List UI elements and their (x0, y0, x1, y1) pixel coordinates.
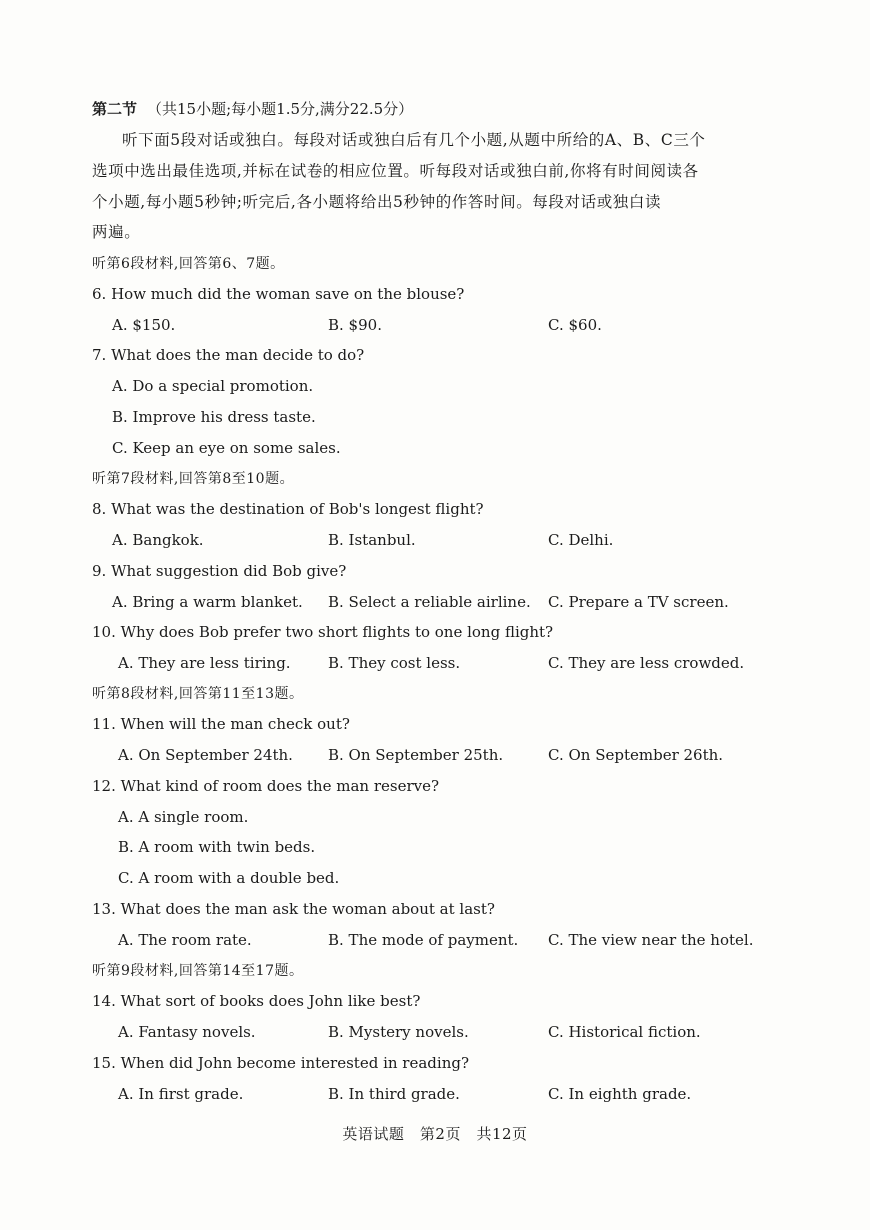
material-heading: 听第8段材料,回答第11至13题。 (92, 686, 304, 702)
option-a: A. Fantasy novels. (118, 1023, 256, 1041)
section-info: （共15小题;每小题1.5分,满分22.5分） (147, 100, 414, 118)
option-c: C. On September 26th. (548, 746, 724, 764)
option-a: A. The room rate. (118, 931, 252, 949)
instruction-line: 两遍。 (92, 223, 141, 241)
option-b: B. In third grade. (328, 1085, 460, 1103)
material-heading: 听第7段材料,回答第8至10题。 (92, 471, 295, 487)
section-title: 第二节 (92, 100, 138, 118)
option-a: A. Do a special promotion. (112, 377, 314, 395)
question-text: 11. When will the man check out? (92, 715, 350, 733)
question-text: 6. How much did the woman save on the blouse? (92, 285, 465, 303)
option-c: C. $60. (548, 316, 602, 334)
option-c: C. Prepare a TV screen. (548, 593, 729, 611)
option-b: B. The mode of payment. (328, 931, 519, 949)
option-a: A. On September 24th. (118, 746, 293, 764)
option-b: B. They cost less. (328, 654, 461, 672)
material-heading: 听第9段材料,回答第14至17题。 (92, 963, 304, 979)
option-c: C. Delhi. (548, 531, 614, 549)
instruction-line: 选项中选出最佳选项,并标在试卷的相应位置。听每段对话或独白前,你将有时间阅读各 (92, 162, 699, 180)
instruction-line: 个小题,每小题5秒钟;听完后,各小题将给出5秒钟的作答时间。每段对话或独白读 (92, 193, 662, 211)
option-c: C. Keep an eye on some sales. (112, 439, 341, 457)
option-a: A. $150. (112, 316, 176, 334)
option-c: C. A room with a double bed. (118, 869, 340, 887)
option-a: A. A single room. (118, 808, 249, 826)
section-heading (92, 99, 413, 119)
question-text: 15. When did John become interested in reading? (92, 1054, 469, 1072)
option-b: B. A room with twin beds. (118, 838, 316, 856)
question-text: 7. What does the man decide to do? (92, 346, 365, 364)
question-text: 9. What suggestion did Bob give? (92, 562, 347, 580)
option-c: C. In eighth grade. (548, 1085, 692, 1103)
option-c: C. They are less crowded. (548, 654, 745, 672)
option-b: B. Select a reliable airline. (328, 593, 531, 611)
option-b: B. Istanbul. (328, 531, 416, 549)
material-heading: 听第6段材料,回答第6、7题。 (92, 256, 285, 272)
option-c: C. Historical fiction. (548, 1023, 701, 1041)
option-b: B. Improve his dress taste. (112, 408, 316, 426)
option-a: A. They are less tiring. (118, 654, 291, 672)
option-a: A. In first grade. (118, 1085, 244, 1103)
option-b: B. Mystery novels. (328, 1023, 469, 1041)
option-a: A. Bring a warm blanket. (112, 593, 303, 611)
option-c: C. The view near the hotel. (548, 931, 754, 949)
option-a: A. Bangkok. (112, 531, 204, 549)
instruction-line: 听下面5段对话或独白。每段对话或独白后有几个小题,从题中所给的A、B、C三个 (122, 131, 706, 149)
page-footer: 英语试题 第2页 共12页 (342, 1125, 528, 1143)
question-text: 12. What kind of room does the man reserve? (92, 777, 440, 795)
question-text: 13. What does the man ask the woman about at last? (92, 900, 495, 918)
option-b: B. On September 25th. (328, 746, 504, 764)
option-b: B. $90. (328, 316, 382, 334)
question-text: 8. What was the destination of Bob's longest flight? (92, 500, 484, 518)
question-text: 10. Why does Bob prefer two short flights to one long flight? (92, 623, 554, 641)
question-text: 14. What sort of books does John like best? (92, 992, 421, 1010)
